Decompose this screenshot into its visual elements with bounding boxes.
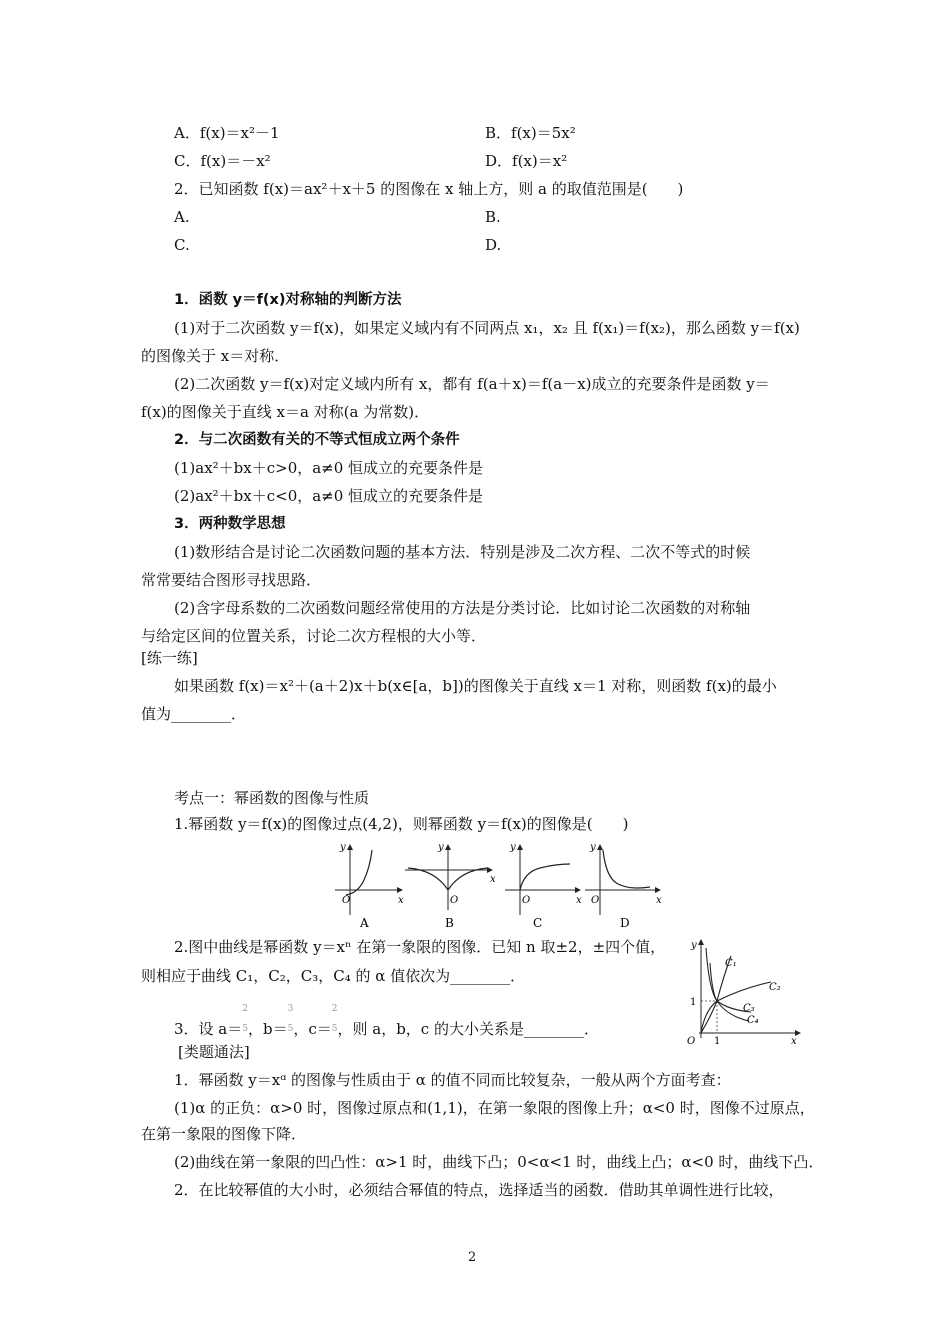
graph-b-x-label: x <box>490 874 496 885</box>
fraction-c: 2 5 <box>331 1004 338 1034</box>
summary-p1-line2: 的图像关于 x＝对称． <box>141 347 290 365</box>
graph-a <box>335 842 404 930</box>
curve-c1-label: C₁ <box>725 958 737 969</box>
curve-c3-label: C₃ <box>743 1003 755 1014</box>
method-line4: (2)曲线在第一象限的凹凸性：α>1 时，曲线下凸；0<α<1 时，曲线上凸；α<0 时，曲线下凸． <box>174 1153 824 1171</box>
q3-suffix: ，则 a，b，c 的大小关系是________． <box>337 1020 599 1038</box>
graph-c <box>505 842 582 930</box>
q2-choice-c: C. <box>174 236 190 254</box>
practice-line1: 如果函数 f(x)＝x²＋(a＋2)x＋b(x∈[a，b])的图像关于直线 x＝1 对称，则函数 f(x)的最小 <box>174 677 777 695</box>
summary-p1-line1: (1)对于二次函数 y＝f(x)，如果定义域内有不同两点 x₁，x₂ 且 f(x₁)＝f(x₂)，那么函数 y＝f(x) <box>174 319 800 337</box>
curve-c2-label: C₂ <box>769 982 781 993</box>
power-function-graphs <box>330 840 670 935</box>
summary-t2-line2: 与给定区间的位置关系，讨论二次方程根的大小等． <box>141 627 487 645</box>
practice-line2: 值为________． <box>141 705 247 723</box>
fig-origin: O <box>687 1036 696 1047</box>
graph-d-y-label: y <box>590 842 596 853</box>
graph-b-origin: O <box>450 895 459 906</box>
kaodian-q2-line1: 2.图中曲线是幂函数 y＝xⁿ 在第一象限的图像．已知 n 取±2，±四个值， <box>174 938 666 956</box>
kaodian-q1: 1.幂函数 y＝f(x)的图像过点(4,2)，则幂函数 y＝f(x)的图像是( ) <box>174 815 629 833</box>
graph-label-a: A <box>360 916 369 930</box>
graph-a-origin: O <box>342 895 351 906</box>
graph-c-x-label: x <box>576 895 582 906</box>
fraction-b: 3 5 <box>287 1004 294 1034</box>
curve-c4-label: C₄ <box>747 1015 759 1026</box>
method-line3: 在第一象限的图像下降． <box>141 1125 307 1143</box>
graph-d <box>585 842 662 930</box>
choice-c: C．f(x)＝－x² <box>174 152 271 170</box>
method-tag: [类题通法] <box>178 1043 250 1061</box>
graph-b <box>405 842 496 930</box>
graph-c-y-label: y <box>510 842 516 853</box>
choice-b: B．f(x)＝5x² <box>485 124 576 142</box>
kaodian-q3 <box>174 1002 599 1042</box>
summary-heading-1: 1．函数 y＝f(x)对称轴的判断方法 <box>174 292 402 308</box>
graph-d-origin: O <box>591 895 600 906</box>
q3-c: ，c＝ <box>293 1020 332 1038</box>
method-line1: 1．幂函数 y＝xᵅ 的图像与性质由于 α 的值不同而比较复杂，一般从两个方面考查： <box>174 1071 731 1089</box>
graph-label-d: D <box>620 916 630 930</box>
q3-b: ，b＝ <box>248 1020 288 1038</box>
practice-tag: [练一练] <box>141 649 198 667</box>
kaodian-title: 考点一：幂函数的图像与性质 <box>174 789 370 807</box>
summary-heading-3: 3．两种数学思想 <box>174 516 286 532</box>
method-line2: (1)α 的正负：α>0 时，图像过原点和(1,1)，在第一象限的图像上升；α<0 时，图像不过原点， <box>174 1099 815 1117</box>
fig-y-label: y <box>691 940 697 951</box>
power-curves-figure <box>683 938 808 1048</box>
summary-t1-line2: 常常要结合图形寻找思路． <box>141 571 322 589</box>
graph-label-b: B <box>445 916 454 930</box>
q2-choice-a: A. <box>174 208 190 226</box>
method-line5: 2．在比较幂值的大小时，必须结合幂值的特点，选择适当的函数．借助其单调性进行比较， <box>174 1181 784 1199</box>
summary-cond-2: (2)ax²＋bx＋c<0，a≠0 恒成立的充要条件是 <box>174 487 484 505</box>
graph-a-y-label: y <box>340 842 346 853</box>
summary-cond-1: (1)ax²＋bx＋c>0，a≠0 恒成立的充要条件是 <box>174 459 484 477</box>
q3-prefix: 3．设 a＝ <box>174 1020 243 1038</box>
summary-heading-2: 2．与二次函数有关的不等式恒成立两个条件 <box>174 432 460 448</box>
fig-y-one: 1 <box>690 997 697 1008</box>
fraction-a: 2 5 <box>242 1004 248 1034</box>
graph-d-x-label: x <box>656 895 662 906</box>
question-2-stem: 2．已知函数 f(x)＝ax²＋x＋5 的图像在 x 轴上方，则 a 的取值范围是( ) <box>174 180 684 198</box>
graph-b-y-label: y <box>438 842 444 853</box>
kaodian-q2-line2: 则相应于曲线 C₁，C₂，C₃，C₄ 的 α 值依次为________． <box>141 967 526 985</box>
graph-label-c: C <box>533 916 543 930</box>
graph-a-x-label: x <box>398 895 404 906</box>
fig-x-label: x <box>791 1036 797 1047</box>
summary-p2-line1: (2)二次函数 y＝f(x)对定义域内所有 x，都有 f(a＋x)＝f(a－x)成立的充要条件是函数 y＝ <box>174 375 770 393</box>
fig-x-one: 1 <box>714 1036 721 1047</box>
summary-p2-line2: f(x)的图像关于直线 x＝a 对称(a 为常数)． <box>141 403 430 421</box>
q2-choice-d: D. <box>485 236 502 254</box>
summary-t2-line1: (2)含字母系数的二次函数问题经常使用的方法是分类讨论．比如讨论二次函数的对称轴 <box>174 599 751 617</box>
graph-c-origin: O <box>522 895 531 906</box>
choice-a: A．f(x)＝x²－1 <box>174 124 280 142</box>
q2-choice-b: B. <box>485 208 501 226</box>
summary-t1-line1: (1)数形结合是讨论二次函数问题的基本方法．特别是涉及二次方程、二次不等式的时候 <box>174 543 751 561</box>
choice-d: D．f(x)＝x² <box>485 152 568 170</box>
page-number: 2 <box>468 1250 477 1265</box>
